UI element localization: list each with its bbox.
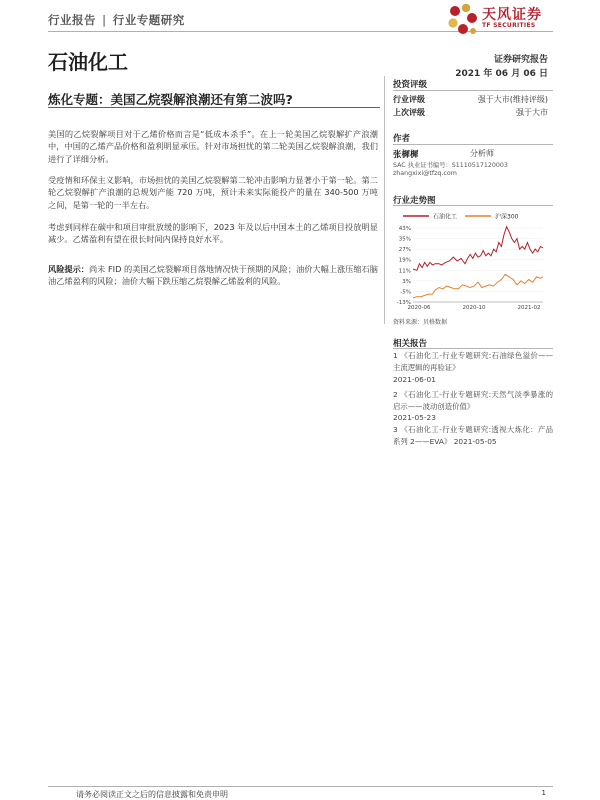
- related-report-link[interactable]: 1 《石油化工-行业专题研究:石油绿色溢价——主流逻辑的再验证》: [393, 351, 553, 372]
- report-type: 证券研究报告: [493, 55, 548, 65]
- y-tick-label: 3%: [402, 278, 411, 285]
- author-email: zhangxixi@tfzq.com: [393, 170, 457, 177]
- body-paragraph-2: 受疫情和环保主义影响，市场担忧的美国乙烷裂解第二轮冲击影响力显著小于第一轮。第二轮乙烷裂解扩产浪潮的总规划产能 720 万吨，预计未来实际能投产的量在 340-500 万吨之间，是第一轮的一半左右。: [48, 175, 378, 210]
- trend-chart-heading: 行业走势图: [393, 196, 436, 206]
- body-paragraph-1: 美国的乙烷裂解项目对于乙烯价格而言是“低成本杀手”。在上一轮美国乙烷裂解扩产浪潮中，中国的乙烯产品价格和盈利明显承压。针对市场担忧的第二轮美国乙烷裂解浪潮，我们进行了详细分析。: [48, 129, 378, 164]
- title-underline: [48, 107, 380, 108]
- report-category: [48, 12, 185, 28]
- industry-title: 石油化工: [48, 50, 128, 74]
- previous-rating-value: 强于大市: [516, 108, 548, 117]
- x-tick-label: 2020-06: [407, 305, 431, 311]
- risk-warning-text: 尚未 FID 的美国乙烷裂解项目落地情况快于预期的风险；油价大幅上涨压缩石脑油乙烯盈利的风险；油价大幅下跌压缩乙烷裂解乙烯盈利的风险。: [48, 264, 378, 287]
- column-divider: [384, 76, 385, 324]
- category-separator: |: [102, 13, 107, 27]
- series-line-hs300: [413, 274, 543, 298]
- related-report-date: 2021-05-05: [453, 437, 497, 446]
- industry-trend-chart: [393, 208, 553, 314]
- x-tick-label: 2020-10: [462, 305, 486, 311]
- y-tick-label: 43%: [398, 226, 411, 232]
- series-line-petrochem: [413, 227, 543, 271]
- trend-divider: [393, 205, 553, 206]
- author-divider: [393, 144, 553, 145]
- risk-warning: [48, 263, 378, 288]
- industry-rating-label: 行业评级: [393, 95, 425, 104]
- body-paragraph-3: 考虑到同样在碳中和项目审批放缓的影响下，2023 年及以后中国本土的乙烯项目投放明显减少。乙烯盈利有望在很长时间内保持良好水平。: [48, 222, 378, 245]
- y-tick-label: 11%: [398, 268, 411, 275]
- related-divider: [393, 348, 553, 349]
- previous-rating-label: 上次评级: [393, 108, 425, 117]
- related-report-date: 2021-06-01: [393, 375, 436, 384]
- author-name: 张樨樨: [393, 150, 419, 160]
- rating-divider: [393, 90, 553, 91]
- sac-certificate: SAC 执业证书编号：S1110517120003: [393, 162, 508, 169]
- y-tick-label: 27%: [398, 247, 411, 254]
- risk-warning-label: 风险提示：: [48, 264, 89, 274]
- footer-disclaimer: 请务必阅读正文之后的信息披露和免责申明: [76, 790, 228, 799]
- y-tick-label: 35%: [398, 236, 411, 243]
- x-tick-label: 2021-02: [517, 305, 541, 311]
- author-heading: 作者: [393, 134, 411, 144]
- y-tick-label: 19%: [398, 257, 411, 264]
- related-report-date: 2021-05-23: [393, 413, 436, 422]
- chart-source: 资料来源：贝格数据: [393, 319, 448, 326]
- y-tick-label: -13%: [396, 300, 411, 306]
- report-subcategory-label: 行业专题研究: [112, 13, 185, 27]
- author-role: 分析师: [470, 149, 494, 158]
- report-title: 炼化专题：美国乙烷裂解浪潮还有第二波吗?: [48, 92, 293, 107]
- related-report-link[interactable]: [393, 424, 553, 448]
- y-tick-label: -5%: [400, 289, 411, 296]
- page-number: 1: [541, 789, 546, 797]
- legend-label: 沪深300: [495, 213, 519, 221]
- report-date: 2021 年 06 月 06 日: [455, 69, 548, 79]
- investment-rating-heading: 投资评级: [393, 80, 428, 90]
- related-report-link[interactable]: 2 《石油化工-行业专题研究:天然气淡季暴涨的启示——波动创造价值》: [393, 390, 553, 411]
- industry-rating-value: 强于大市(维持评级): [477, 95, 548, 104]
- logo-name: 天风证券: [482, 7, 542, 23]
- legend-label: 石油化工: [433, 213, 458, 221]
- footer-divider: [48, 786, 553, 787]
- report-category-label: 行业报告: [48, 13, 96, 27]
- related-reports-heading: 相关报告: [393, 339, 428, 349]
- logo-english-name: TF SECURITIES: [482, 22, 536, 29]
- related-report-title: 3 《石油化工-行业专题研究:透视大炼化：产品系列 2——EVA》: [393, 425, 553, 446]
